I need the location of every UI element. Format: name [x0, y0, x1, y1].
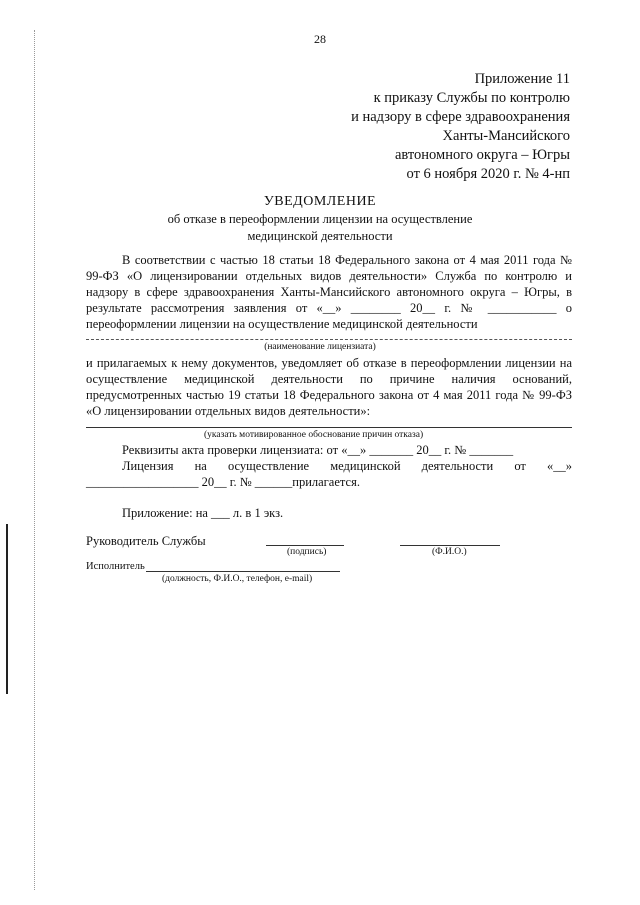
para1-line-2: 99-ФЗ «О лицензировании отдельных видов деятельности» Служба по контролю и [86, 269, 572, 283]
licensee-name-line [86, 339, 572, 340]
scan-margin-bar [6, 524, 8, 694]
para1-line-5: переоформлении лицензии на осуществление медицинской деятельности [86, 317, 478, 331]
refusal-reason-caption: (указать мотивированное обоснование причин отказа) [204, 430, 424, 440]
executor-label: Исполнитель [86, 561, 145, 572]
document-subtitle-line-2: медицинской деятельности [247, 229, 393, 243]
license-line-1: Лицензия на осуществление медицинской деятельности от «__» [122, 459, 572, 473]
page-number: 28 [314, 32, 326, 46]
executor-line [146, 571, 340, 572]
para1-line-3: надзору в сфере здравоохранения Ханты-Мансийского автономного округа – Югры, в [86, 285, 572, 299]
signature-line [266, 545, 344, 546]
para1-line-4: результате рассмотрения заявления от «__» ________ 20__ г. № ___________ о [86, 301, 572, 315]
para1-line-1: В соответствии с частью 18 статьи 18 Федерального закона от 4 мая 2011 года № [122, 253, 572, 267]
license-line-2: __________________ 20__ г. № ______прилагается. [86, 475, 360, 489]
executor-caption: (должность, Ф.И.О., телефон, e-mail) [162, 574, 313, 584]
para2-line-4: «О лицензировании отдельных видов деятельности»: [86, 404, 371, 418]
appendix-line-4: Ханты-Мансийского [442, 128, 570, 144]
appendix-line-5: автономного округа – Югры [394, 147, 570, 163]
signature-caption: (подпись) [287, 547, 327, 557]
licensee-name-caption: (наименование лицензиата) [264, 342, 376, 352]
appendix-line-3: и надзору в сфере здравоохранения [351, 109, 570, 125]
para2-line-1: и прилагаемых к нему документов, уведомляет об отказе в переоформлении лицензии на [86, 356, 572, 370]
appendix-line-6: от 6 ноября 2020 г. № 4-нп [406, 166, 570, 182]
inspection-act-requisites: Реквизиты акта проверки лицензиата: от «__» _______ 20__ г. № _______ [122, 443, 514, 457]
refusal-reason-line [86, 427, 572, 428]
appendix-line-1: Приложение 11 [474, 71, 570, 87]
document-title: УВЕДОМЛЕНИЕ [263, 194, 377, 209]
para2-line-3: предусмотренных частью 19 статьи 18 Федерального закона от 4 мая 2011 года № 99-ФЗ [86, 388, 572, 402]
fio-caption: (Ф.И.О.) [432, 547, 467, 557]
attachment-note: Приложение: на ___ л. в 1 экз. [122, 506, 284, 520]
para2-line-2: осуществление медицинской деятельности по причине наличия оснований, [86, 372, 572, 386]
appendix-line-2: к приказу Службы по контролю [373, 90, 570, 106]
fio-line [400, 545, 500, 546]
head-of-service-label: Руководитель Службы [86, 534, 206, 548]
document-subtitle-line-1: об отказе в переоформлении лицензии на осуществление [167, 212, 473, 226]
scan-margin-dotted [34, 30, 35, 890]
